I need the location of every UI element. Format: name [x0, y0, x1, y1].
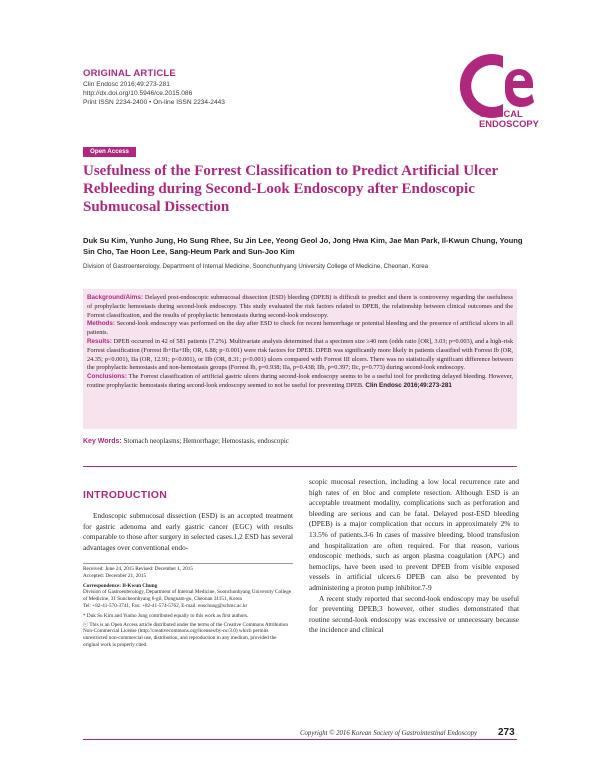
corr-label: Correspondence: Il-Kwun Chung	[83, 582, 158, 589]
abstract-box	[83, 289, 517, 429]
background-text: Delayed post-endoscopic submucosal dissection (ESD) bleeding (DPEB) is difficult to predict and there is controversy regarding the usefulness of prophylactic hemostasis during second-look endoscopy. This study evaluated the risk factors related to DPEB, the relationship between clinical outcomes and the Forrest classification, and the results of prophylactic hemostasis during second-look endoscopy.	[87, 294, 513, 319]
abstract-results	[87, 338, 513, 373]
footer-copyright: Copyright © 2016 Korean Society of Gastrointestinal Endoscopy	[300, 730, 478, 737]
logo-line2: ENDOSCOPY	[479, 117, 539, 129]
results-text: DPEB occurred in 42 of 581 patients (7.2%). Multivariate analysis determined that a specimen size ≥40 mm (odds ratio [OR], 3.03; p=0.003), and a high-risk Forrest classification (Forrest Ib+IIa+IIb; OR, 6.88; p<0.001) were risk factors for DPEB. DPEB was significantly more likely in patients classified with Forrest Ib (OR, 24.35; p<0.001), IIa (OR, 12.91; p<0.001), or IIb (OR, 8.31; p<0.001) ulcers compared with Forrest III ulcers. There was no statistically significant difference between the prophylactic hemostasis and non-hemostasis groups (Forrest Ib, p=0.938; IIa, p=0.438; IIb, p=0.397; IIc, p=0.773) during second-look endoscopy.	[87, 337, 513, 372]
keywords-text: Stomach neoplasms; Hemorrhage; Hemostasis, endoscopic	[121, 437, 289, 445]
license-body: This is an Open Access article distributed under the terms of the Creative Commons Attribution Non-Commercial License (http://creativecommons.org/licenses/by-nc/3.0) which permits unrestricted non-commercial use, distribution, and reproduction in any medium, provided the original work is properly cited.	[83, 621, 288, 648]
conclusions-label: Conclusions:	[87, 373, 127, 381]
affiliation: Division of Gastroenterology, Department of Internal Medicine, Soonchunhyang University College of Medicine, Cheonan, Korea	[83, 263, 429, 270]
abstract-conclusions	[87, 373, 513, 391]
journal-citation: Clin Endosc 2016;49:273-281	[83, 81, 170, 88]
intro-paragraph-1-cont: scopic mucosal resection, including a low local recurrence rate and high rates of en bloc and complete resection. Although ESD is an acceptable treatment modality, complications such as perforation and bleeding are serious and can be fatal. Delayed post-ESD bleeding (DPEB) is a major complication that occurs in approximately 2% to 13.5% of patients.3-6 In cases of massive bleeding, blood transfusion and hospitalization are often required. For that reason, various endoscopic methods, such as argon plasma coagulation (APC) and hemoclips, have been used to prevent DPEB from visible exposed vessels in artificial ulcers.6 DPEB can also be prevented by administering a proton pump inhibitor.7-9	[309, 477, 519, 592]
issn-line: Print ISSN 2234-2400 • On-line ISSN 2234-2443	[83, 99, 225, 106]
methods-label: Methods:	[87, 320, 115, 328]
abstract-background	[87, 294, 513, 320]
left-column	[83, 511, 293, 553]
received-dates: Received: June 24, 2015 Revised: December 1, 2015	[83, 566, 193, 572]
footer-divider	[83, 739, 517, 740]
intro-paragraph-1: Endoscopic submucosal dissection (ESD) is an accepted treatment for gastric adenoma and early gastric cancer (EGC) with results comparable to those after surgery in selected cases.1,2 ESD has several advantages over conventional endo-	[83, 511, 293, 552]
keywords	[83, 437, 289, 445]
equal-contribution: * Duk Su Kim and Yunho Jung contributed equally to this work as first authors.	[83, 612, 249, 619]
corr-address: Division of Gastroenterology, Department of Internal Medicine, Soonchunhyang University College of Medicine, 31 Suncheonhyang 6-gil, Dongnam-gu, Cheonan 31151, Korea	[83, 589, 292, 603]
author-list: Duk Su Kim, Yunho Jung, Ho Sung Rhee, Su Jin Lee, Yeong Geol Jo, Jong Hwa Kim, Jae Man Park, Il-Kwun Chung, Young Sin Cho, Tae Hoon Lee, Sang-Heum Park and Sun-Joo Kim	[83, 236, 523, 256]
open-access-badge: Open Access	[83, 147, 136, 157]
abstract-citation: Clin Endosc 2016;49:273-281	[363, 381, 452, 389]
right-column	[309, 477, 519, 636]
footnote-divider	[83, 563, 293, 564]
results-label: Results:	[87, 337, 112, 345]
article-title: Usefulness of the Forrest Classification to Predict Artificial Ulcer Rebleeding during Second-Look Endoscopy after Endoscopic Submucosal Dissection	[83, 163, 498, 215]
page-number: 273	[498, 727, 515, 738]
abstract-methods	[87, 320, 513, 338]
intro-paragraph-2: A recent study reported that second-look endoscopy may be useful for preventing DPEB;3 however, other studies demonstrated that routine second-look endoscopy was excessive or unnecessary because the incidence and clinical	[309, 593, 519, 635]
journal-logo-text	[479, 109, 539, 128]
footnotes	[83, 566, 293, 651]
conclusions-text: The Forrest classification of artificial gastric ulcers during second-look endoscopy seems to be a useful tool for predicting delayed bleeding. However, routine prophylactic hemostasis during second-look endoscopy seemed to not be useful for preventing DPEB.	[87, 373, 513, 389]
cc-icon: ⓒ	[83, 621, 90, 628]
section-label: ORIGINAL ARTICLE	[83, 68, 176, 79]
license-text	[83, 622, 293, 649]
contact-info: Tel: +82-41-570-3741, Fax: +82-41-574-5762, E-mail: euschung@schmc.ac.kr	[83, 602, 248, 609]
keywords-label: Key Words:	[83, 438, 122, 445]
accepted-date: Accepted: December 21, 2015	[83, 572, 147, 579]
logo-line1: CLINICAL	[479, 108, 523, 119]
methods-text: Second-look endoscopy was performed on the day after ESD to check for recent hemorrhage or potential bleeding and the presence of artificial ulcers in all patients.	[87, 320, 513, 337]
doi-link[interactable]: http://dx.doi.org/10.5946/ce.2015.086	[83, 90, 193, 97]
section-divider	[83, 466, 517, 467]
background-label: Background/Aims:	[87, 294, 143, 301]
intro-heading: INTRODUCTION	[83, 489, 168, 501]
